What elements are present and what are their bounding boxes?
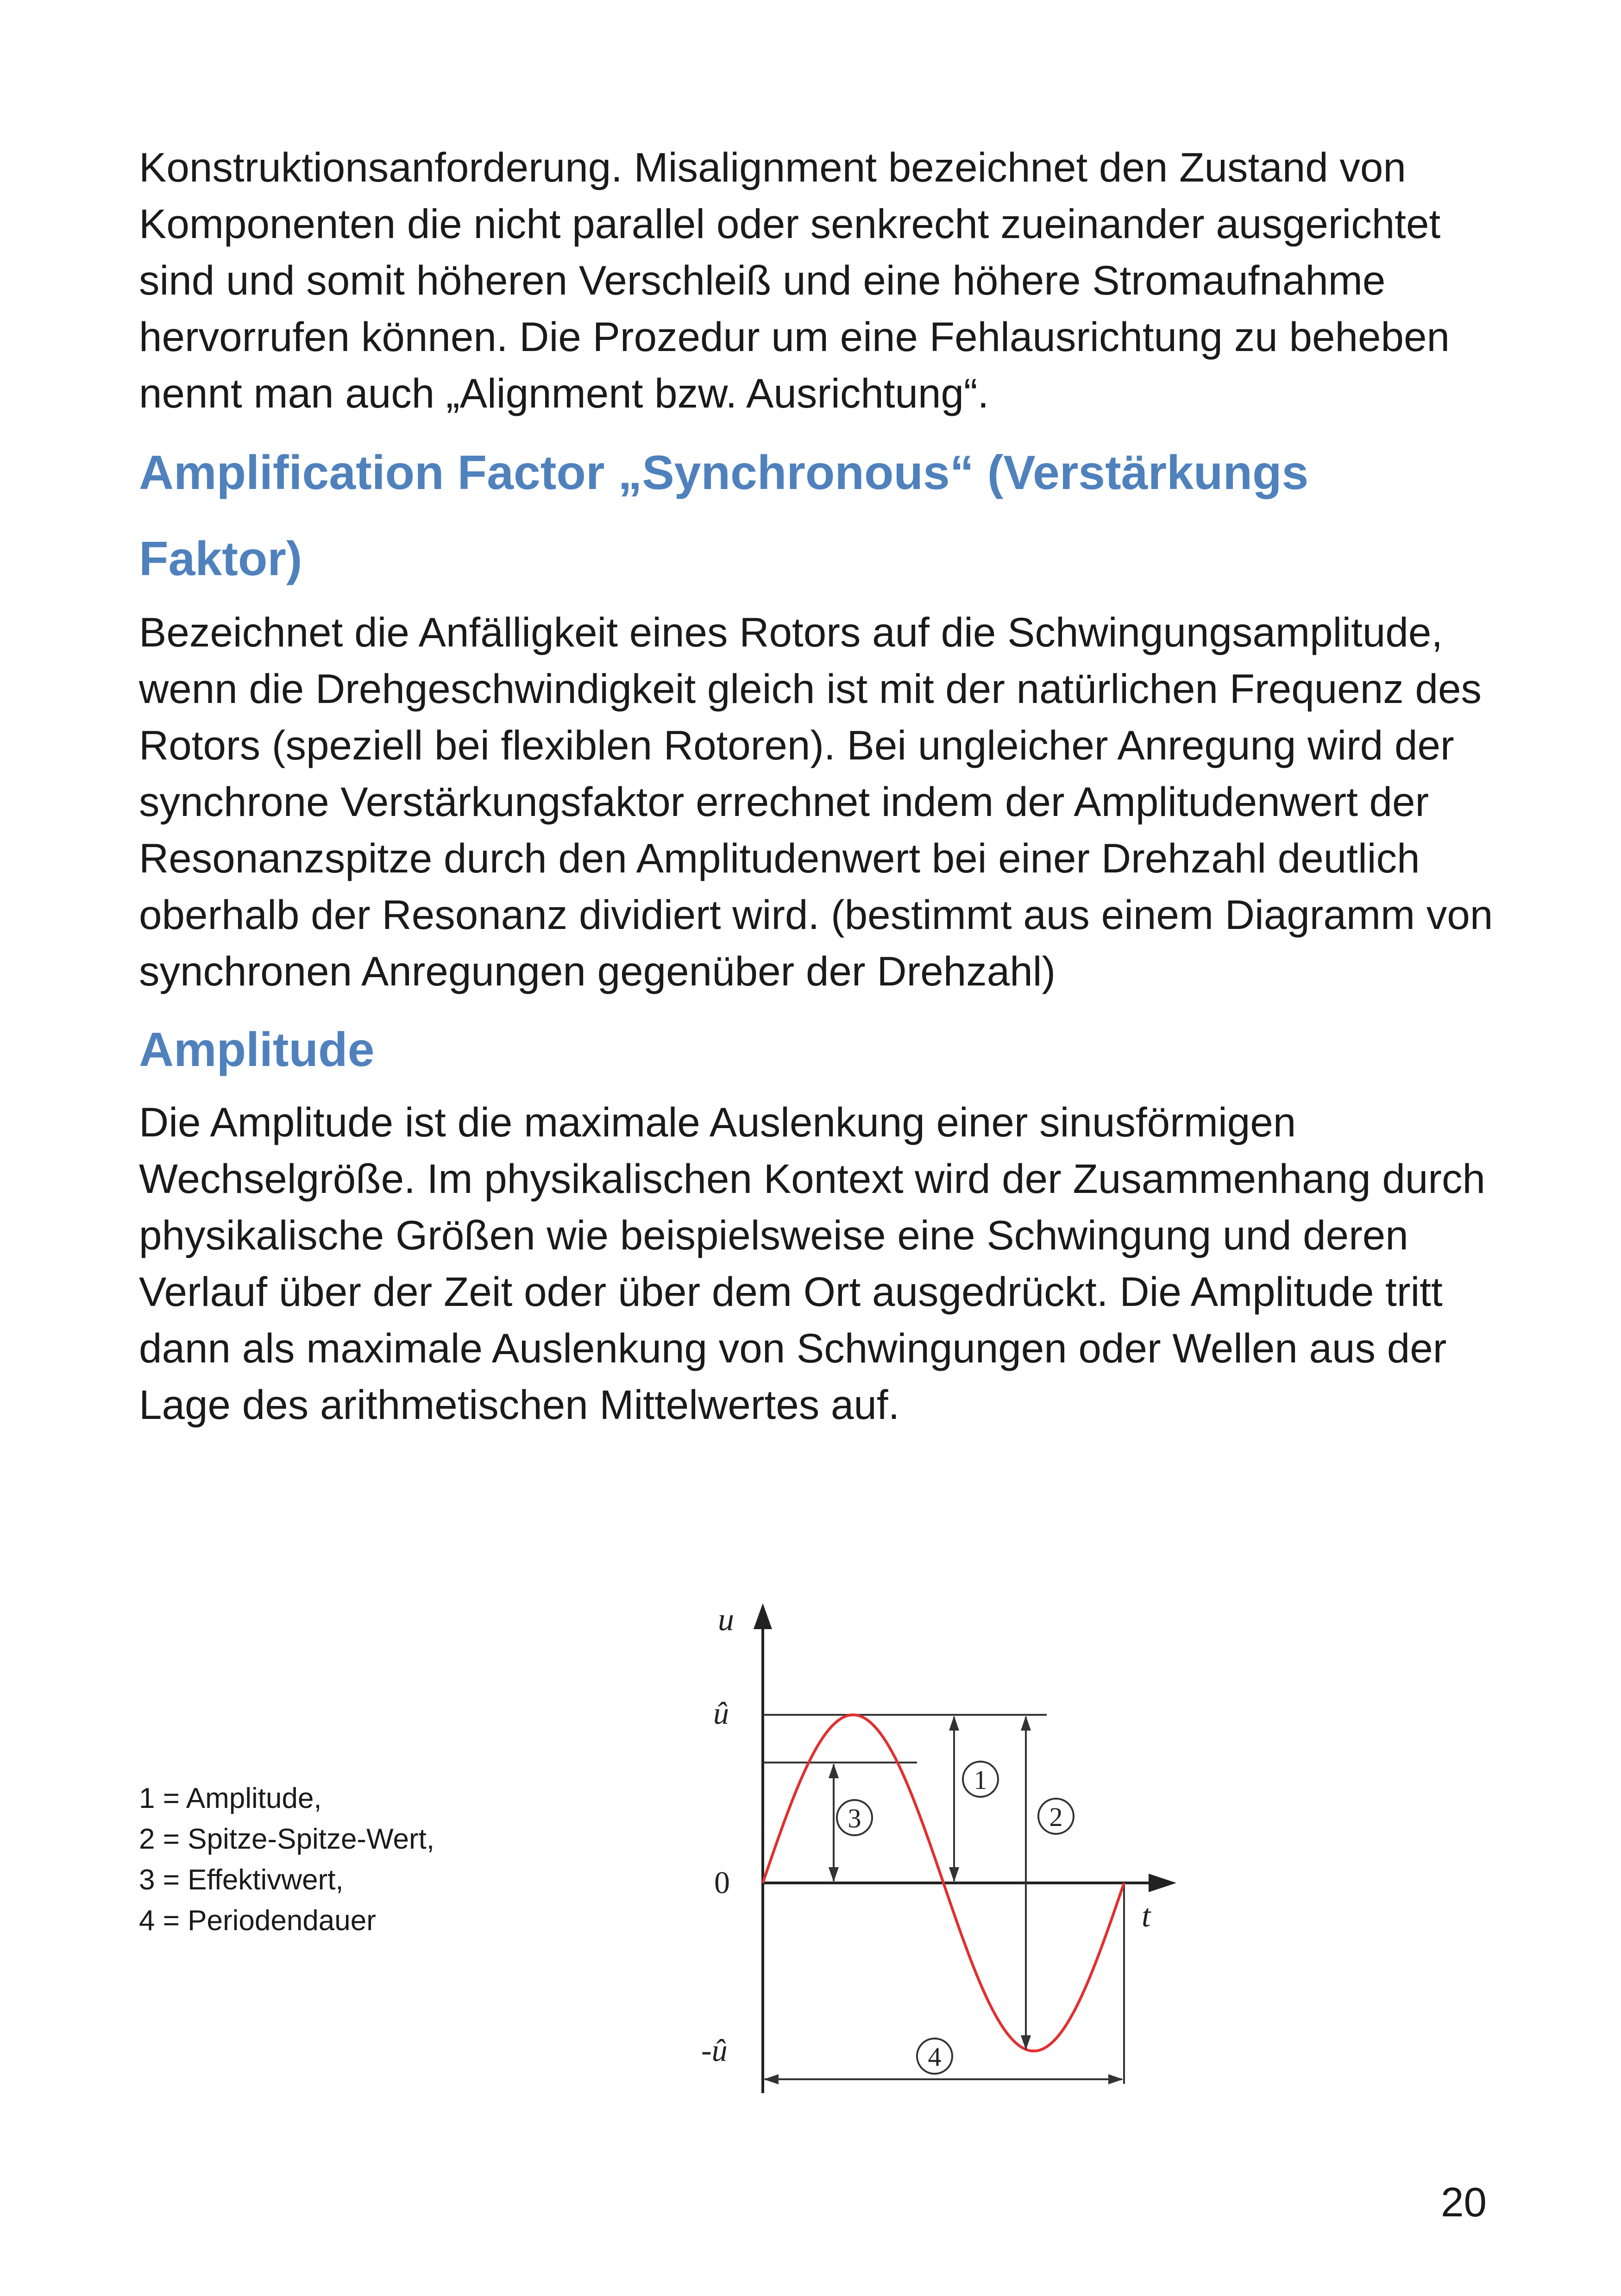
rms-arrow-head-bottom (829, 1867, 839, 1882)
marker-2 (1038, 1799, 1074, 1834)
tick-label-zero: 0 (714, 1865, 730, 1900)
marker-1 (963, 1762, 998, 1797)
sine-wave-diagram (685, 1593, 1186, 2112)
page-number: 20 (1441, 2179, 1487, 2225)
tick-label-negative-peak: -û (701, 2033, 728, 2068)
period-arrow-head-right (1108, 2074, 1123, 2084)
marker-3-label: 3 (848, 1803, 861, 1833)
marker-2-label: 2 (1049, 1802, 1063, 1832)
rms-arrow-head-top (829, 1763, 839, 1778)
marker-4-label: 4 (928, 2042, 942, 2072)
page-content (139, 139, 1496, 1433)
heading-amplification-factor (139, 430, 1496, 602)
x-axis-arrow (1149, 1874, 1176, 1892)
tick-label-peak: û (713, 1695, 729, 1731)
legend-item-peak-to-peak: 2 = Spitze-Spitze-Wert, (139, 1823, 435, 1855)
legend-item-amplitude: 1 = Amplitude, (139, 1782, 322, 1814)
amplitude-arrow-head-bottom (949, 1867, 959, 1882)
heading-amplitude: Amplitude (139, 1023, 375, 1077)
amplitude-paragraph: Die Amplitude ist die maximale Auslenkung einer sinusförmigen Wechselgröße. Im physikalischen Kontext wird der Zusammenhang durch physikalische Größen wie beispielsweise eine Schwingung und deren Verlauf über der Zeit oder über dem Ort ausgedrückt. Die Amplitude tritt dann als maximale Auslenkung von Schwingungen oder Wellen aus der Lage des arithmetischen Mittelwertes auf. (139, 1099, 1486, 1428)
sine-wave-figure (685, 1593, 1186, 2112)
legend-item-rms: 3 = Effektivwert, (139, 1864, 344, 1896)
x-axis-label: t (1142, 1898, 1151, 1934)
marker-1-label: 1 (974, 1765, 987, 1795)
heading-amplification-line1: Amplification Factor „Synchronous“ (Verstärkungs (139, 446, 1309, 500)
y-axis-arrow (754, 1603, 772, 1629)
marker-3 (837, 1800, 872, 1835)
figure-legend (139, 1778, 434, 1941)
amplitude-arrow-head-top (949, 1716, 959, 1731)
marker-4 (917, 2039, 952, 2074)
peak-to-peak-arrow-head-top (1021, 1716, 1031, 1731)
y-axis-label: u (718, 1602, 734, 1637)
heading-amplification-line2: Faktor) (139, 532, 302, 586)
legend-item-period: 4 = Periodendauer (139, 1905, 376, 1937)
amplification-paragraph: Bezeichnet die Anfälligkeit eines Rotors auf die Schwingungsamplitude, wenn die Drehgeschwindigkeit gleich ist mit der natürlichen Frequenz des Rotors (speziell bei flexiblen Rotoren). Bei ungleicher Anregung wird der synchrone Verstärkungsfaktor errechnet indem der Amplitudenwert der Resonanzspitze durch den Amplitudenwert bei einer Drehzahl deutlich oberhalb der Resonanz dividiert wird. (bestimmt aus einem Diagramm von synchronen Anregungen gegenüber der Drehzahl) (139, 609, 1493, 994)
period-arrow-head-left (764, 2074, 779, 2084)
intro-paragraph: Konstruktionsanforderung. Misalignment bezeichnet den Zustand von Komponenten die nicht parallel oder senkrecht zueinander ausgerichtet sind und somit höheren Verschleiß und eine höhere Stromaufnahme hervorrufen können. Die Prozedur um eine Fehlausrichtung zu beheben nennt man auch „Alignment bzw. Ausrichtung“. (139, 144, 1450, 416)
